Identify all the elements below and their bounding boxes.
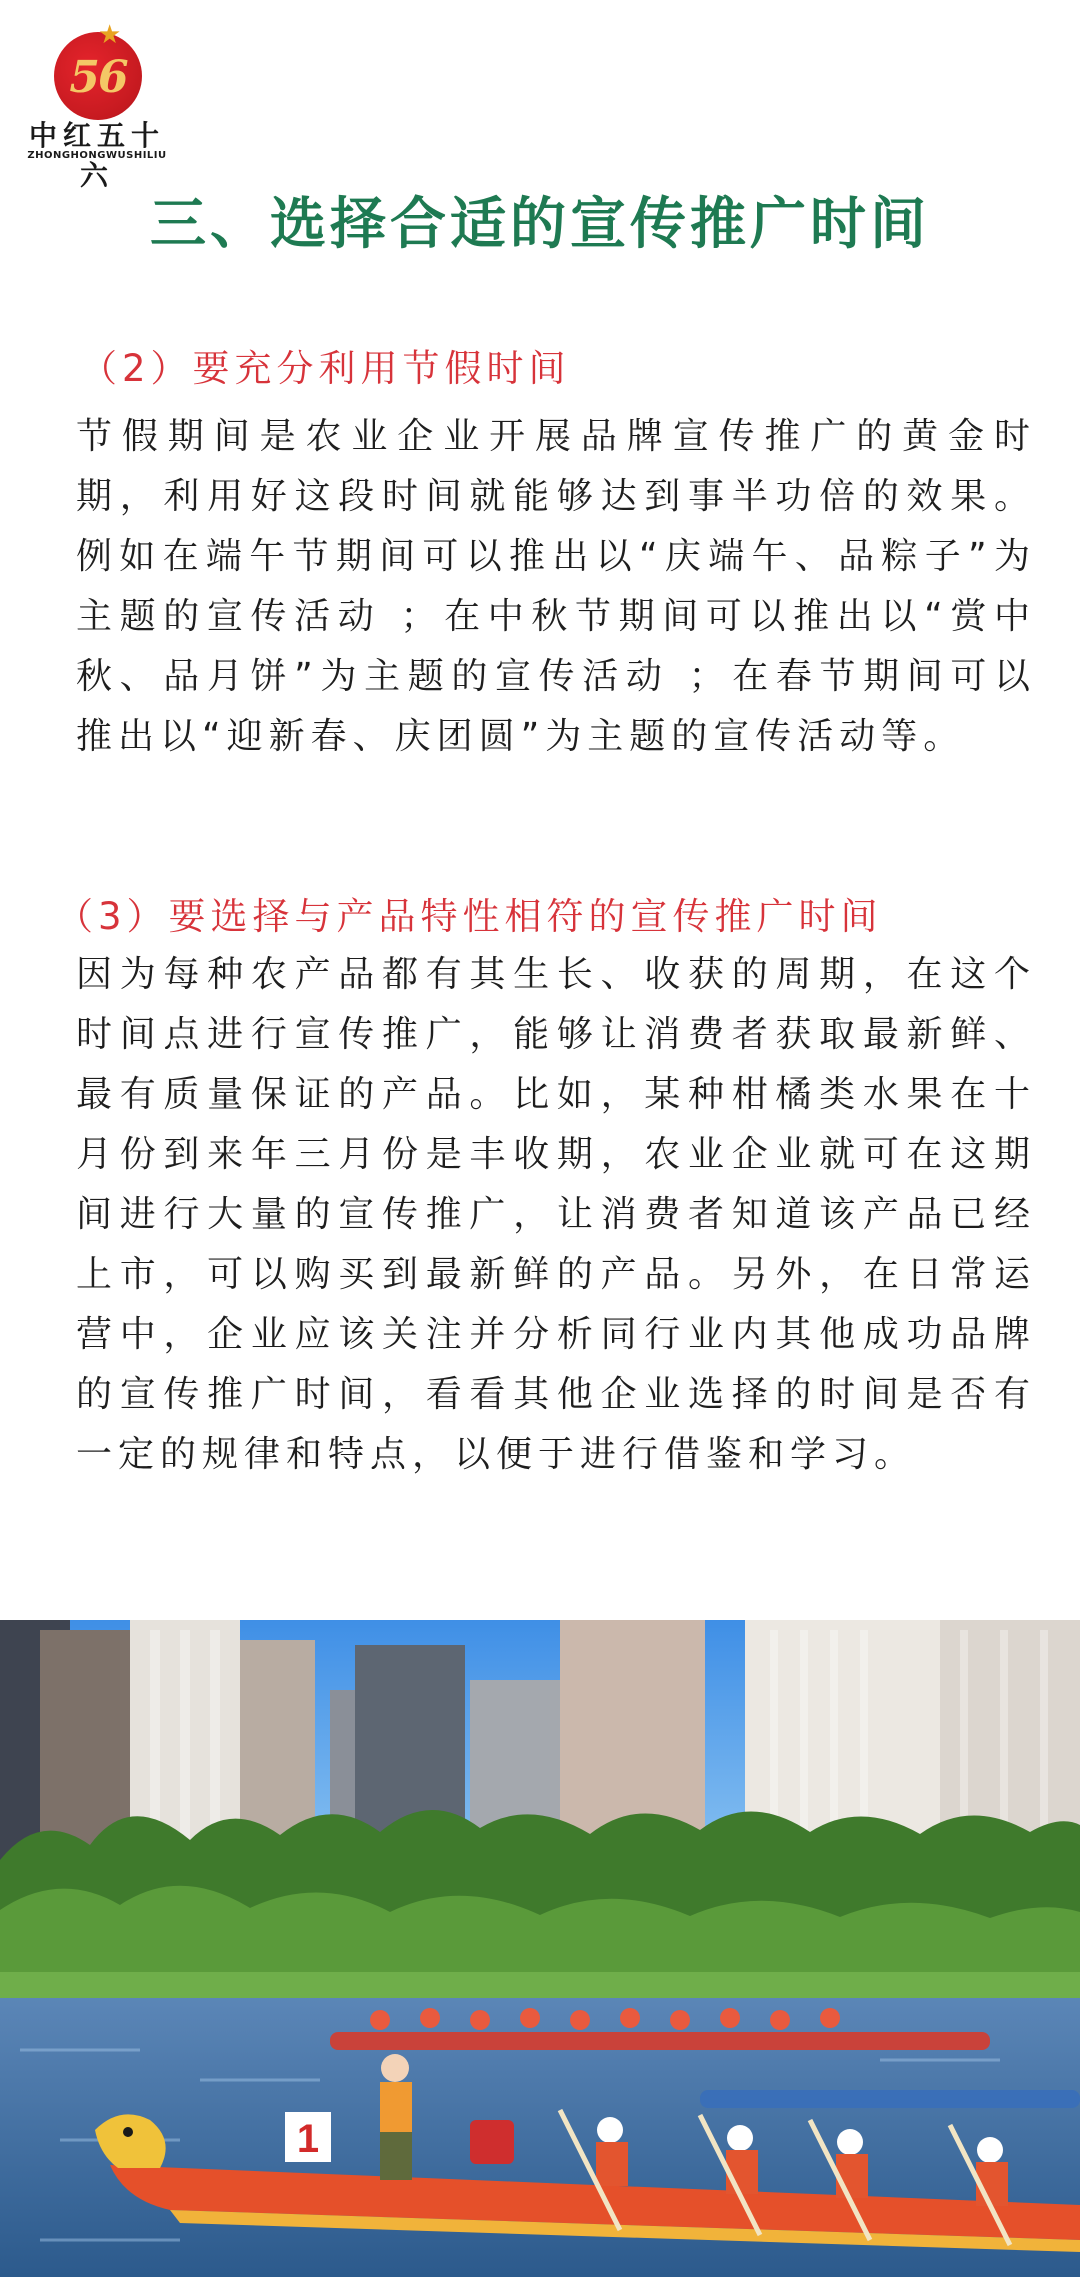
section-heading-product: （3）要选择与产品特性相符的宣传推广时间 bbox=[56, 895, 883, 938]
dragon-boat-photo bbox=[0, 1620, 1080, 2277]
boat-number: 1 bbox=[296, 2117, 320, 2161]
section-body-holiday: 节假期间是农业企业开展品牌宣传推广的黄金时期，利用好这段时间就能够达到事半功倍的效果。例如在端午节期间可以推出以“庆端午、品粽子”为主题的宣传活动 ；在中秋节期间可以推出以“赏中秋、品月饼”为主题的宣传活动 ；在春节期间可以推出以“迎新春、庆团圆”为主题的宣传活动等。 bbox=[76, 416, 1036, 757]
logo-pinyin-text: ZHONGHONGWUSHILIU bbox=[27, 150, 167, 161]
page-title: 三、选择合适的宣传推广时间 bbox=[150, 192, 930, 257]
star-icon: ★ bbox=[98, 20, 122, 50]
section-body-product: 因为每种农产品都有其生长、收获的周期，在这个时间点进行宣传推广，能够让消费者获取最新鲜、最有质量保证的产品。比如，某种柑橘类水果在十月份到来年三月份是丰收期，农业企业就可在这期间进行大量的宣传推广，让消费者知道该产品已经上市，可以购买到最新鲜的产品。另外，在日常运营中，企业应该关注并分析同行业内其他成功品牌的宣传推广时间，看看其他企业选择的时间是否有一定的规律和特点，以便于进行借鉴和学习。 bbox=[76, 954, 1036, 1475]
section-heading-holiday: （2）要充分利用节假时间 bbox=[80, 347, 571, 390]
logo-number: 56 bbox=[69, 52, 127, 103]
brand-logo bbox=[22, 20, 172, 192]
logo-chinese-text: 中红五十六 bbox=[28, 119, 165, 192]
